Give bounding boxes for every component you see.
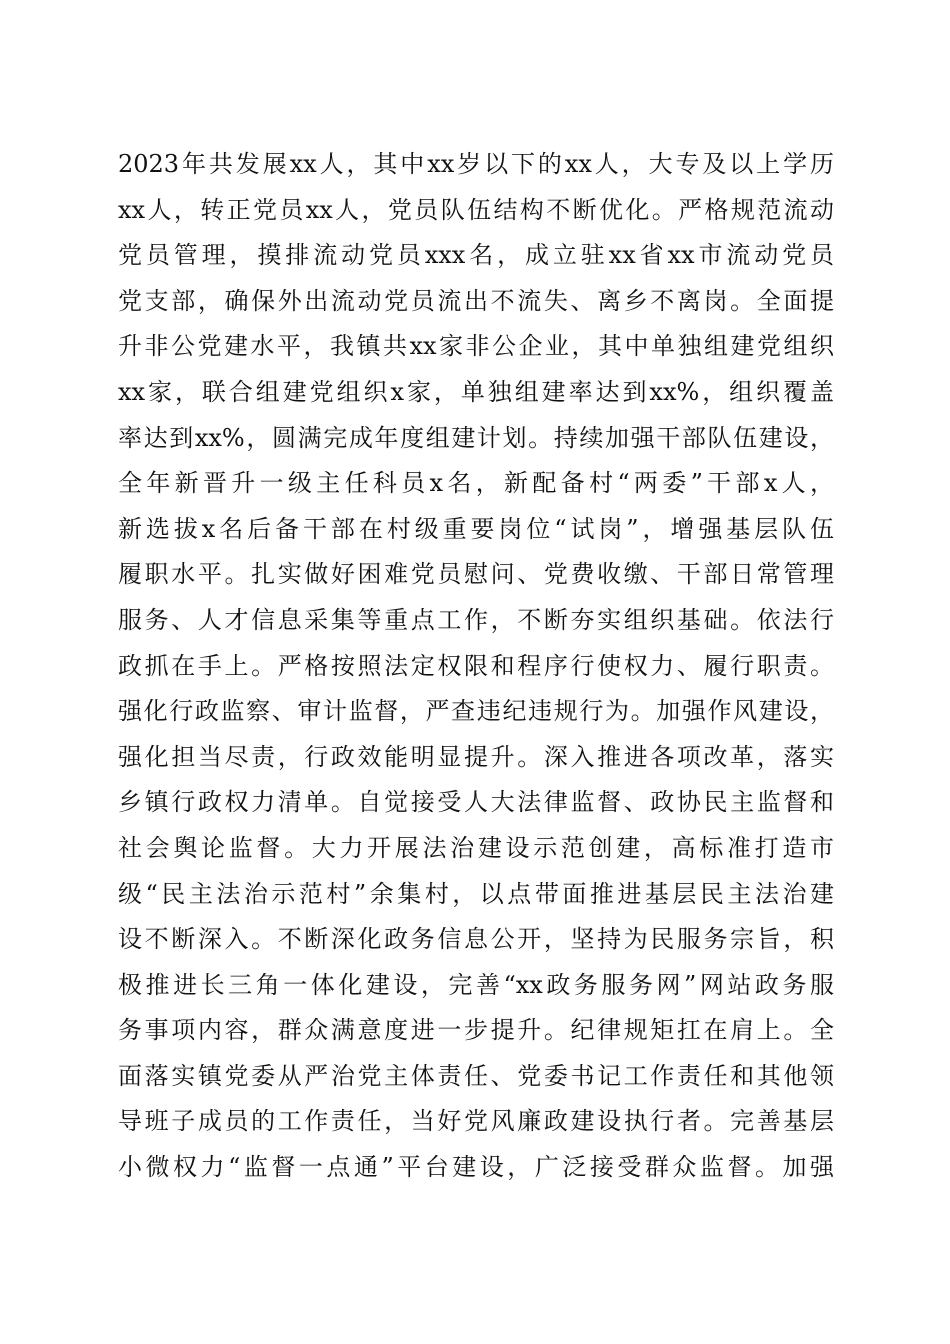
text-line: 升非公党建水平，我镇共xx家非公企业，其中单独组建党组织 — [118, 332, 834, 361]
text-line: 面落实镇党委从严治党主体责任、党委书记工作责任和其他领 — [118, 1061, 834, 1090]
text-line: 级“民主法治示范村”余集村，以点带面推进基层民主法治建 — [118, 879, 834, 908]
text-line: 小微权力“监督一点通”平台建设，广泛接受群众监督。加强 — [118, 1153, 834, 1182]
text-line: 社会舆论监督。大力开展法治建设示范创建，高标准打造市 — [118, 833, 834, 862]
text-line: 2023年共发展xx人，其中xx岁以下的xx人，大专及以上学历 — [118, 150, 834, 178]
text-line: 服务、人才信息采集等重点工作，不断夯实组织基础。依法行 — [118, 605, 834, 634]
text-line: 党员管理，摸排流动党员xxx名，成立驻xx省xx市流动党员 — [118, 241, 834, 270]
text-line: 全年新晋升一级主任科员x名，新配备村“两委”干部x人， — [118, 469, 834, 498]
text-line: 强化行政监察、审计监督，严查违纪违规行为。加强作风建设， — [118, 697, 834, 726]
text-line: xx家，联合组建党组织x家，单独组建率达到xx%，组织覆盖 — [118, 377, 834, 406]
text-line: 导班子成员的工作责任，当好党风廉政建设执行者。完善基层 — [118, 1107, 834, 1136]
text-line: 新选拔x名后备干部在村级重要岗位“试岗”，增强基层队伍 — [118, 514, 834, 543]
text-line: 率达到xx%，圆满完成年度组建计划。持续加强干部队伍建设， — [118, 423, 834, 452]
text-line: 履职水平。扎实做好困难党员慰问、党费收缴、干部日常管理 — [118, 560, 834, 589]
text-line: 强化担当尽责，行政效能明显提升。深入推进各项改革，落实 — [118, 742, 834, 771]
text-line: 党支部，确保外出流动党员流出不流失、离乡不离岗。全面提 — [118, 286, 834, 315]
body-paragraph — [118, 142, 834, 1191]
text-line: 务事项内容，群众满意度进一步提升。纪律规矩扛在肩上。全 — [118, 1016, 834, 1045]
text-line: xx人，转正党员xx人，党员队伍结构不断优化。严格规范流动 — [118, 195, 834, 224]
text-line: 乡镇行政权力清单。自觉接受人大法律监督、政协民主监督和 — [118, 788, 834, 817]
text-line: 极推进长三角一体化建设，完善“xx政务服务网”网站政务服 — [118, 970, 834, 999]
text-line: 设不断深入。不断深化政务信息公开，坚持为民服务宗旨，积 — [118, 925, 834, 954]
text-line: 政抓在手上。严格按照法定权限和程序行使权力、履行职责。 — [118, 651, 834, 680]
